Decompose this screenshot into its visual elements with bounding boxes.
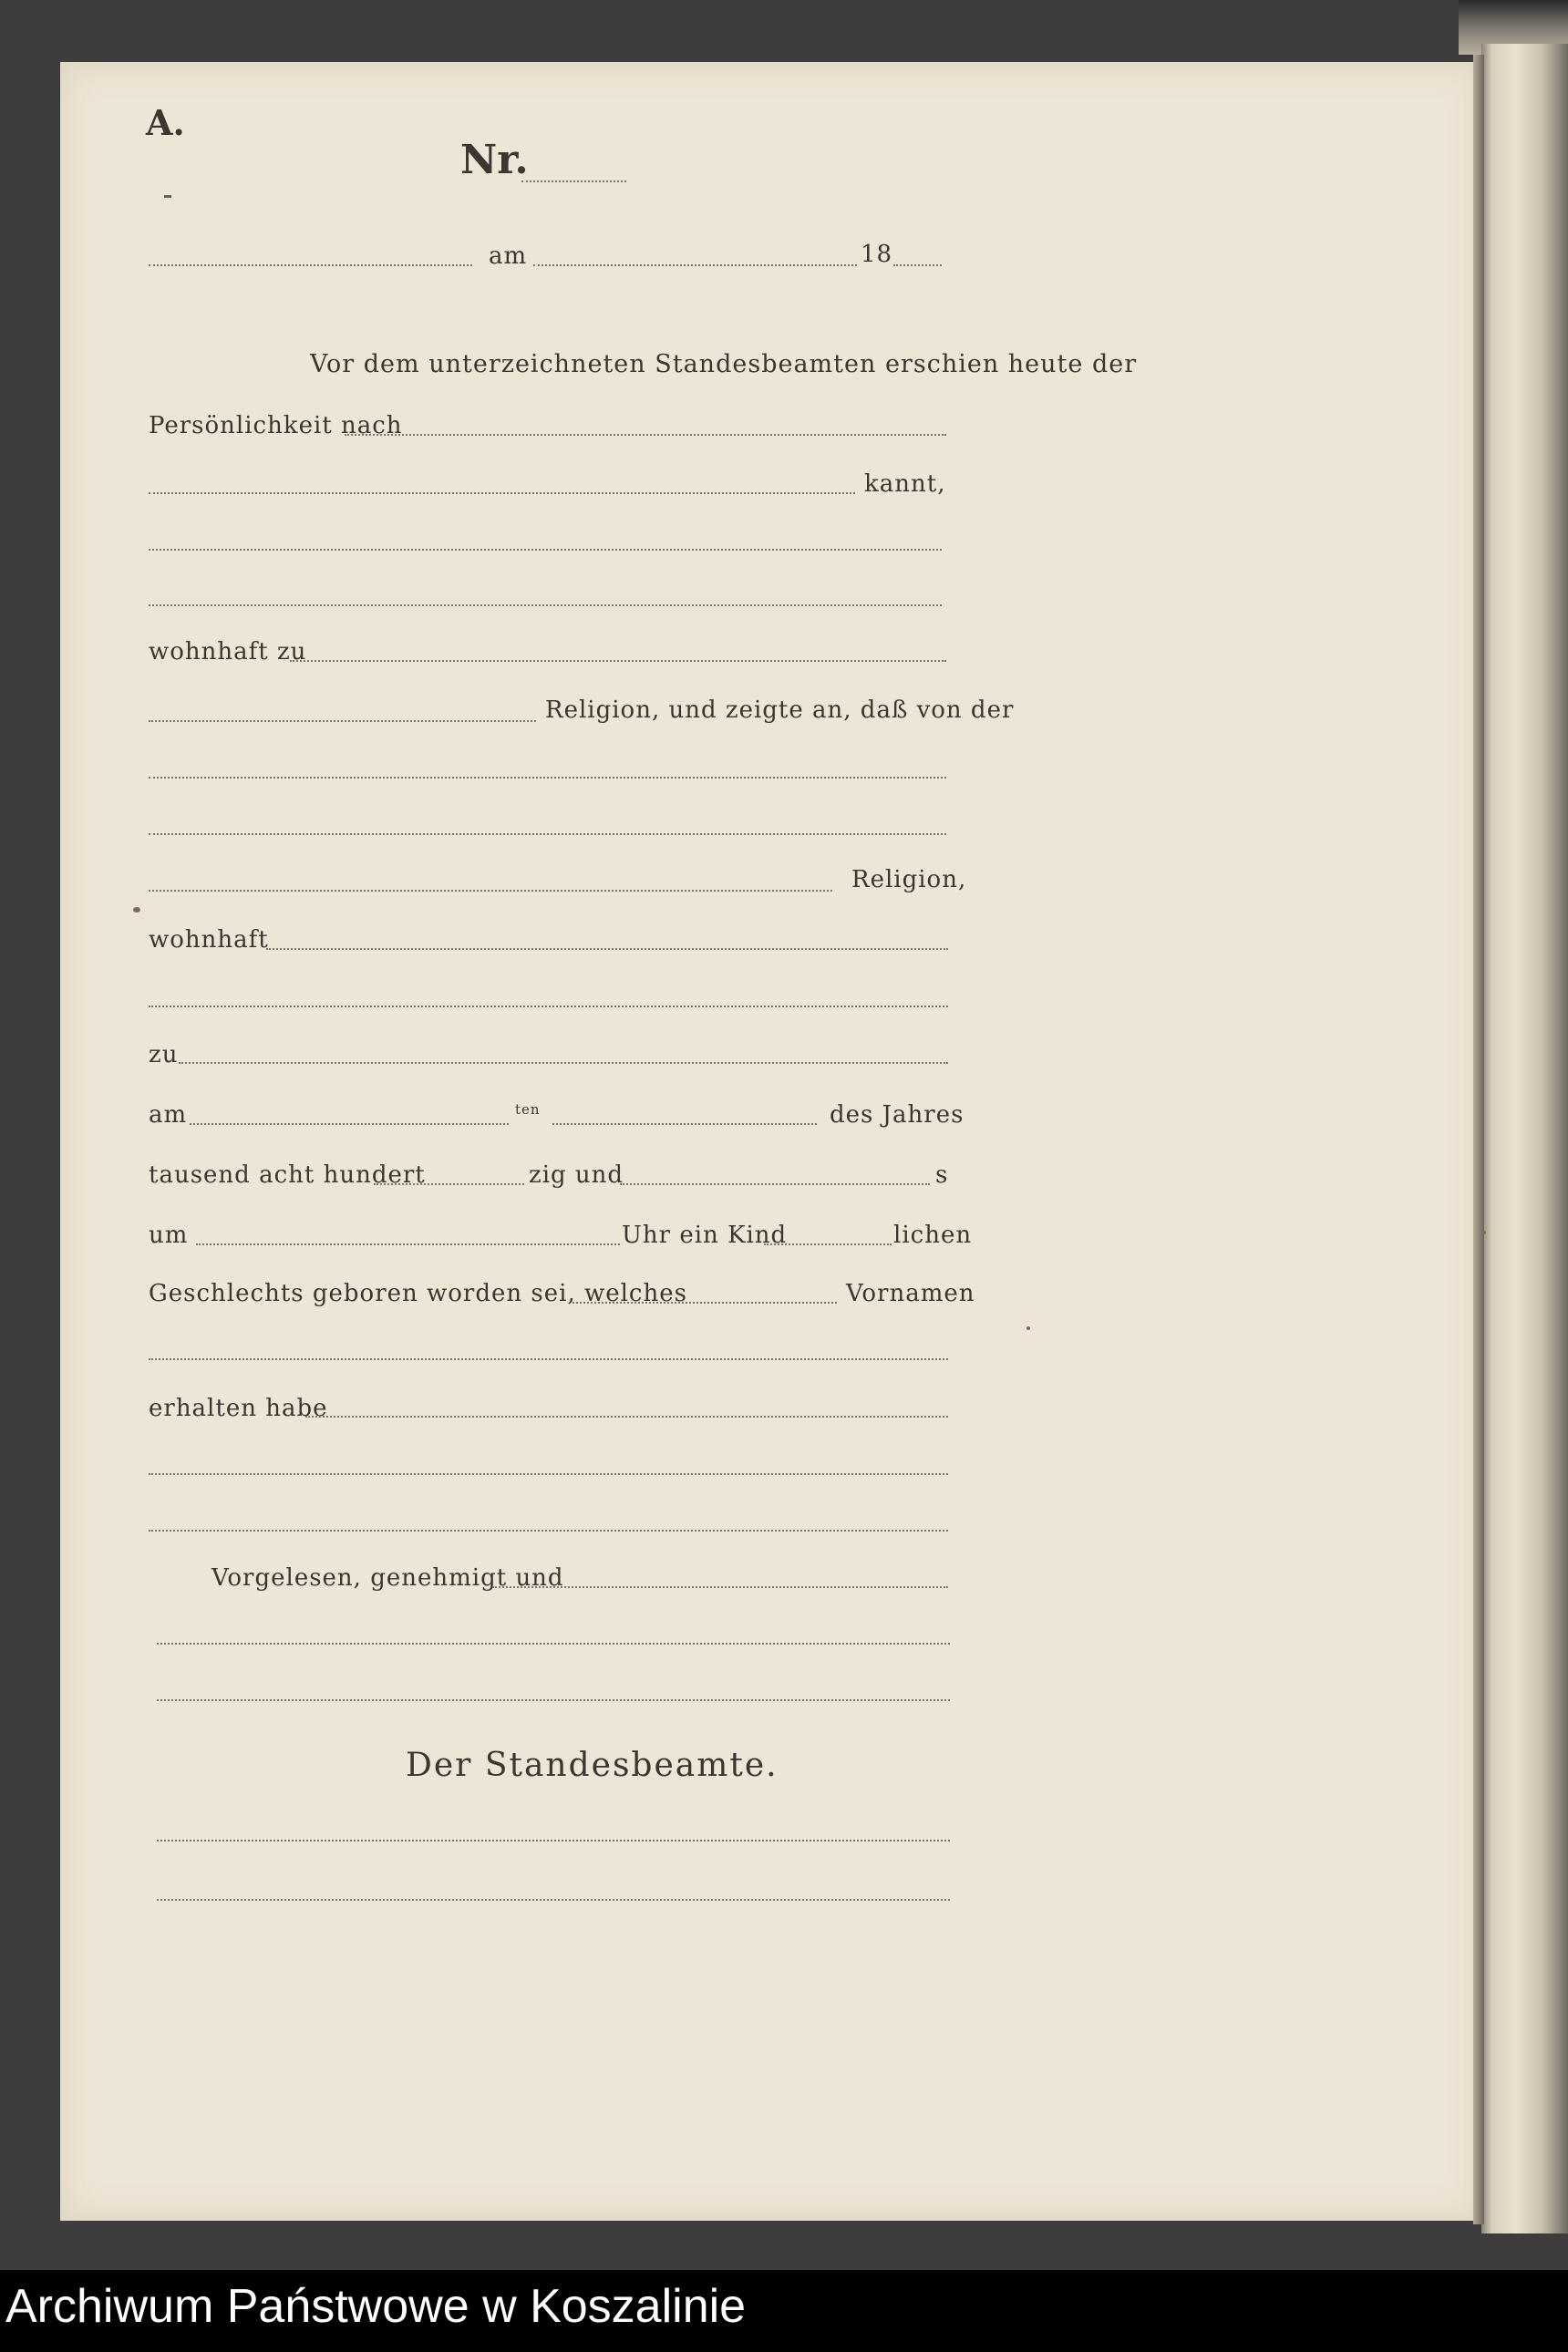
document-page xyxy=(60,62,1482,2221)
blank-line-4 xyxy=(149,833,946,835)
signature-line-2 xyxy=(157,1699,950,1701)
form-mark: A. xyxy=(146,102,185,143)
number-label: Nr. xyxy=(460,137,529,183)
lichen-label: lichen xyxy=(893,1222,973,1249)
persoenlichkeit-field xyxy=(345,434,946,436)
vorgelesen-label: Vorgelesen, genehmigt und xyxy=(211,1564,564,1592)
blank-line-6 xyxy=(149,1473,948,1475)
blank-line-5 xyxy=(149,1006,948,1007)
des-jahres-label: des Jahres xyxy=(830,1101,965,1129)
blank-line-3 xyxy=(149,777,946,779)
erhalten-label: erhalten habe xyxy=(149,1395,328,1422)
page-gutter xyxy=(1473,55,1484,2224)
wohnhaft-label: wohnhaft xyxy=(149,926,269,954)
month-field xyxy=(552,1123,817,1125)
intro-text: Vor dem unterzeichneten Standesbeamten erschien heute der xyxy=(310,350,1138,378)
time-field xyxy=(196,1243,620,1245)
vorgelesen-field xyxy=(492,1586,948,1588)
official-line-2 xyxy=(157,1899,950,1901)
blank-line-7 xyxy=(149,1530,948,1532)
identity-field xyxy=(149,492,855,494)
am-date-label: am xyxy=(149,1101,188,1129)
sex-field xyxy=(764,1243,892,1245)
place-field xyxy=(149,264,472,266)
ten-suffix: ten xyxy=(515,1101,541,1118)
blank-line-1 xyxy=(149,549,942,551)
religion-label: Religion, xyxy=(851,866,967,893)
official-line-1 xyxy=(157,1840,950,1841)
paper-speck xyxy=(133,907,140,913)
uhr-ein-kind-label: Uhr ein Kind xyxy=(622,1222,788,1249)
mark-dash xyxy=(164,195,171,198)
s-suffix: s xyxy=(935,1161,949,1189)
unit-year-field xyxy=(620,1183,930,1185)
footer-bar xyxy=(0,2270,1568,2352)
wohnhaft-zu-field xyxy=(290,660,946,662)
day-field xyxy=(190,1123,509,1125)
zig-und-label: zig und xyxy=(529,1161,624,1189)
standesbeamte-title: Der Standesbeamte. xyxy=(406,1747,779,1784)
date-field xyxy=(533,264,857,266)
decade-field xyxy=(374,1183,524,1185)
blank-line-2 xyxy=(149,604,942,606)
religion-field-1 xyxy=(149,720,536,722)
um-label: um xyxy=(149,1222,189,1249)
year-field xyxy=(893,264,942,266)
signature-line-1 xyxy=(157,1643,950,1645)
zu-field xyxy=(179,1062,948,1064)
zu-label: zu xyxy=(149,1041,179,1068)
paper-speck xyxy=(1482,1231,1486,1234)
vornamen-label: Vornamen xyxy=(846,1280,975,1307)
geschlechts-field xyxy=(573,1302,837,1304)
kannt-label: kannt, xyxy=(864,470,946,498)
wohnhaft-zu-label: wohnhaft zu xyxy=(149,638,307,665)
wohnhaft-field xyxy=(266,948,948,950)
religion-zeigte-label: Religion, und zeigte an, daß von der xyxy=(545,696,1015,724)
erhalten-field xyxy=(305,1416,948,1418)
tausend-label: tausend acht hundert xyxy=(149,1161,426,1189)
mother-field xyxy=(149,890,832,892)
archive-name: Archiwum Państwowe w Koszalinie xyxy=(5,2280,747,2333)
persoenlichkeit-label: Persönlichkeit nach xyxy=(149,412,403,439)
number-field xyxy=(521,181,626,182)
geschlechts-label: Geschlechts geboren worden sei, welches xyxy=(149,1280,687,1307)
book-edge xyxy=(1481,44,1568,2233)
paper-speck xyxy=(1026,1326,1030,1330)
names-field xyxy=(149,1358,948,1360)
year-prefix: 18 xyxy=(861,241,893,268)
am-label: am xyxy=(489,242,528,270)
